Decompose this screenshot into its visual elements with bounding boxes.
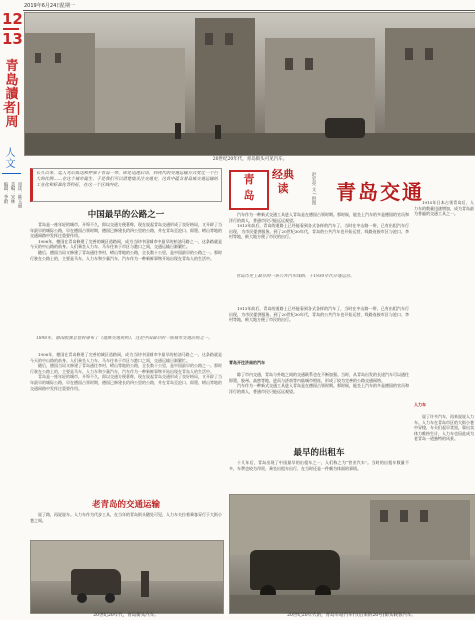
section3-sub-body	[229, 372, 409, 438]
section1-continuation	[30, 352, 222, 492]
section2-body	[30, 512, 222, 534]
section4-body	[229, 460, 409, 490]
intro-text: 长久以来，迄人先后抵达和停靠于青岛一带，即是迅速启动，到现代的交通运输方式变迁一个巨大的比例……在这个城市诞生，于是我们可以清楚地关注交通史，这其中蕴含着岛城交通运输的工业化和标准化等特征，在这一个区域内化。	[36, 171, 218, 188]
right-column-heading: 人力车	[414, 402, 426, 407]
section1-paragraph: 青岛是一座年轻的城市，开埠不久，即以交通方便著称，现在说起青岛交通形成了良好格局，又开辟了当年最早的城际公路，早在德国占领时期，德国已修建长约四公里的公路，并在青岛至沧口、即墨、崂山等地的交通网路中发挥过重要作用。	[30, 374, 222, 391]
page-number-top: 12	[2, 10, 23, 28]
stamp-char: 青	[243, 173, 255, 186]
staff-designer: 美编：宋林	[10, 182, 15, 204]
top-photo	[24, 12, 475, 156]
section3-paragraph: 汽车作为一种新式交通工具进入青岛是在德国占领时期。那时候，能坐上汽车的多是德国的官员和洋行的商人，普通市民只能远远观望。	[229, 212, 409, 223]
right-paragraph: 1915年日本占领青岛后，人力车的数量迅速增加，成为青岛最为普遍的交通工具之一。	[414, 200, 474, 217]
section3-subheading: 青岛开往济南的汽车	[229, 360, 265, 365]
bottom-right-photo	[229, 494, 475, 614]
top-rule	[23, 10, 475, 11]
bottom-right-caption: 20世纪20年代的，青岛车站汽车行(后来的26号)街头载客汽车。	[287, 613, 416, 618]
bottom-left-caption: 20世纪20年代，青岛街头汽车。	[93, 613, 159, 618]
section1-paragraph: 随后，德国当局又修建了青岛通往李村、崂山等地的公路，全长数十公里，是中国最早的公路之一。那时行驶在公路上的，主要是马车、人力车和少量汽车，汽车作为一种新鲜事物开始出现在青岛人的生活中。	[30, 363, 222, 374]
section3-body	[229, 212, 409, 272]
section3-paragraph: 1913年前后，青岛的道路上已经能看到各式各样的汽车了，当时在中山路一带，已有出租汽车行出现，为市民提供服务。到了20世纪30年代，青岛的公共汽车也开始运营，线路连接市区与沧口、李村等地，极大地方便了市民的出行。	[229, 223, 409, 240]
bottom-left-photo	[30, 540, 224, 614]
stamp-char: 读	[277, 182, 289, 195]
stamp-seal	[229, 170, 269, 210]
issue-date: 2019年6月24日	[24, 3, 62, 9]
intro-box	[30, 168, 222, 202]
section3-sub-paragraph: 除了市内交通，青岛与外地之间的交通联系也在不断加强。当时，从青岛出发的长途汽车可以通往即墨、胶州、高密等地，进而与济南等内陆城市相连，形成了较为完善的公路交通网络。	[229, 372, 409, 383]
page-number-bottom: 13	[2, 30, 23, 48]
issue-weekday: 星期一	[60, 3, 76, 9]
section1-heading: 中国最早的公路之一	[87, 210, 165, 220]
section4-paragraph: 十几年后，青岛出现了中国最早的出租车之一，人们称之为“营业汽车”。当时的出租车数量不多，车费也较为昂贵，乘坐出租车出行，在当时还是一件颇为体面的事情。	[229, 460, 409, 471]
brand-logo: 青島讀者|周	[3, 59, 21, 130]
section2-paragraph: 说了路，再说说车。人力车作为代步工具，在当年的青岛街头随处可见，人力车夫拉着乘客穿行于大街小巷之间。	[30, 512, 222, 523]
right-paragraph: 说了许多汽车，再来说说人力车。人力车在青岛市区的大街小巷中穿梭，车夫们起早贪黑，靠出卖体力维持生计，人力车也因此成为老青岛一道独特的风景。	[414, 414, 474, 442]
section3-quote: 青岛历史上最早的一条公共汽车线路，于1930年代开通运营。	[236, 274, 355, 279]
section3-paragraph: 1913年前后，青岛的道路上已经能看到各式各样的汽车了，当时在中山路一带，已有出租汽车行出现，为市民提供服务。到了20世纪30年代，青岛的公共汽车也开始运营，线路连接市区与沧口、李村等地，极大地方便了市民的出行。	[229, 306, 409, 323]
stamp-char: 岛	[243, 189, 255, 202]
section1-paragraph: 1906年，德国在青岛修建了完善的城区道路网，成为当时中国城市中最早的柏油马路之一，这条路就是今天的中山路的前身。人们乘坐人力车、马车往来于市区与港口之间，交通运输日渐繁忙。	[30, 352, 222, 363]
stamp-label: 经典	[272, 168, 294, 181]
section1-paragraph: 青岛是一座年轻的城市，开埠不久，即以交通方便著称，现在说起青岛交通形成了良好格局，又开辟了当年最早的城际公路，早在德国占领时期，德国已修建长约四公里的公路，并在青岛至沧口、即墨、崂山等地的交通网路中发挥过重要作用。	[30, 222, 222, 239]
sidebar	[0, 10, 23, 620]
dateline	[0, 0, 475, 10]
section4-heading: 最早的出租车	[293, 448, 345, 458]
section1-paragraph: 随后，德国当局又修建了青岛通往李村、崂山等地的公路，全长数十公里，是中国最早的公路之一。那时行驶在公路上的，主要是马车、人力车和少量汽车，汽车作为一种新鲜事物开始出现在青岛人的生活中。	[30, 249, 222, 261]
staff-editor: 编辑：李蔚	[3, 182, 8, 204]
right-column-body	[414, 200, 474, 400]
section3-sub-paragraph: 汽车作为一种新式交通工具进入青岛是在德国占领时期。那时候，能坐上汽车的多是德国的官员和洋行的商人，普通市民只能远远观望。	[229, 383, 409, 394]
section1-quote: 1898年，德国胶澳总督府颁布了《道路交通规则》，这是中国最早的一部城市交通法规之一。	[36, 336, 213, 341]
stamp-reading	[265, 168, 301, 208]
right-column-body-2	[414, 414, 474, 494]
top-photo-caption: 20世纪20年代，青岛街头可见汽车。	[212, 157, 288, 162]
section1-body	[30, 222, 222, 334]
staff-proofreader: 审读：陈玉丽	[17, 182, 22, 208]
section-rule	[2, 173, 21, 174]
section3-continued	[229, 306, 409, 358]
section2-heading: 老青岛的交通运输	[91, 500, 160, 510]
feature-byline: 赵宏亮 文 / 供图	[311, 172, 316, 205]
feature-title: 青岛交通	[336, 180, 424, 204]
section-label: 人文	[3, 147, 14, 169]
section1-paragraph: 1906年，德国在青岛修建了完善的城区道路网，成为当时中国城市中最早的柏油马路之一，这条路就是今天的中山路的前身。人们乘坐人力车、马车往来于市区与港口之间，交通运输日渐繁忙。	[30, 238, 222, 250]
